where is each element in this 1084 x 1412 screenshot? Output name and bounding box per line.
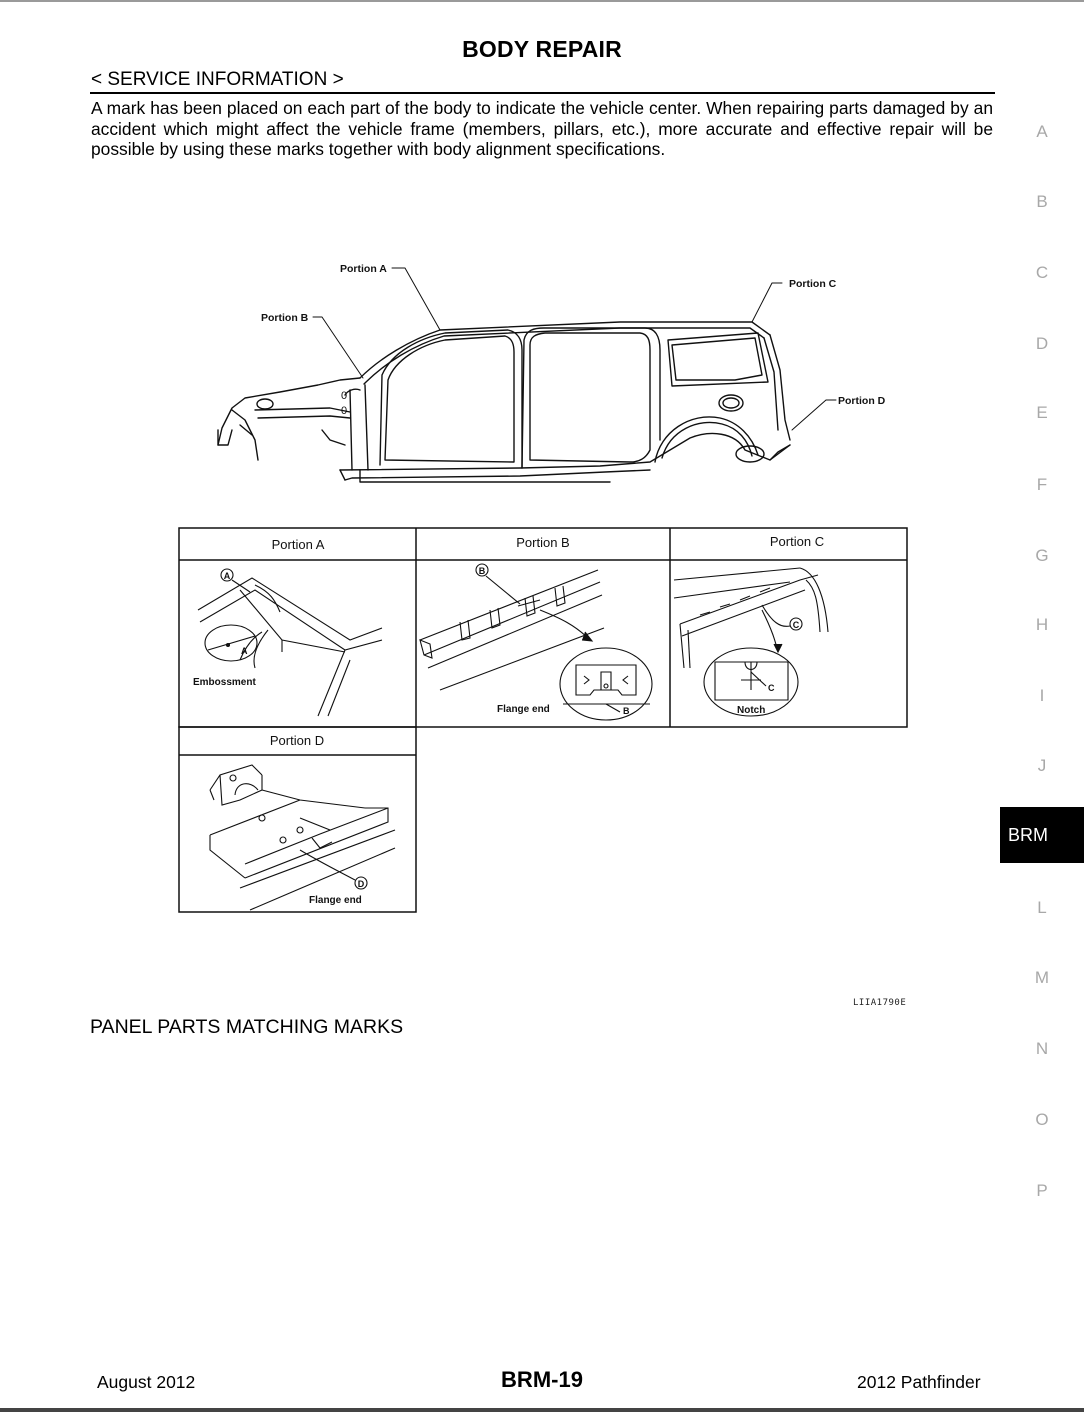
svg-text:0: 0 xyxy=(341,405,348,417)
svg-text:0: 0 xyxy=(341,390,348,402)
callout-c-small: C xyxy=(768,683,775,693)
table-header-portion-c: Portion C xyxy=(769,534,825,549)
label-portion-d: Portion D xyxy=(838,395,886,407)
portion-c-detail xyxy=(674,568,828,716)
table-header-portion-b: Portion B xyxy=(516,535,570,550)
label-flange-end-d: Flange end xyxy=(309,895,362,906)
detail-table xyxy=(179,528,907,912)
index-tab-n[interactable]: N xyxy=(1035,1039,1049,1058)
index-tab-m[interactable]: M xyxy=(1034,968,1050,987)
index-tab-o[interactable]: O xyxy=(1035,1110,1049,1129)
index-tab-brm-active[interactable]: BRM xyxy=(1000,807,1084,863)
index-tab-e[interactable]: E xyxy=(1036,403,1048,422)
footer-page-number: BRM-19 xyxy=(501,1367,583,1392)
label-portion-a: Portion A xyxy=(340,263,387,275)
label-portion-c: Portion C xyxy=(789,278,837,290)
callout-c: C xyxy=(792,620,800,630)
portion-b-detail xyxy=(420,564,652,720)
index-tab-h[interactable]: H xyxy=(1035,615,1049,634)
callout-d: D xyxy=(357,879,365,889)
portion-d-detail xyxy=(210,765,395,910)
label-flange-end-b: Flange end xyxy=(497,704,550,715)
table-header-portion-d: Portion D xyxy=(269,733,325,748)
table-header-portion-a: Portion A xyxy=(271,537,325,552)
callout-a: A xyxy=(223,571,231,581)
index-tab-d[interactable]: D xyxy=(1035,334,1049,353)
callout-b-small: B xyxy=(623,706,630,716)
index-tab-f[interactable]: F xyxy=(1036,475,1048,494)
vehicle-body-outline xyxy=(218,322,790,482)
index-tab-c[interactable]: C xyxy=(1035,263,1049,282)
index-tab-b[interactable]: B xyxy=(1036,192,1048,211)
label-embossment: Embossment xyxy=(193,677,256,688)
intro-paragraph: A mark has been placed on each part of the body to indicate the vehicle center. When repairing parts damaged by an accident which might affect the vehicle frame (members, pillars, etc.), more accurate and effective repair will be possible by using these marks together with body alignment specifications. xyxy=(91,98,993,159)
figure-code: LIIA1790E xyxy=(853,998,907,1008)
index-tab-g[interactable]: G xyxy=(1035,546,1049,565)
subsection-title: PANEL PARTS MATCHING MARKS xyxy=(90,1016,404,1038)
label-notch: Notch xyxy=(737,705,766,716)
callout-a-small: A xyxy=(241,646,248,656)
callout-b: B xyxy=(478,566,486,576)
index-tab-p[interactable]: P xyxy=(1036,1181,1048,1200)
portion-a-detail xyxy=(198,569,382,716)
index-tab-a[interactable]: A xyxy=(1036,122,1048,141)
footer-date: August 2012 xyxy=(97,1372,196,1392)
footer-model: 2012 Pathfinder xyxy=(857,1372,981,1392)
index-tab-j[interactable]: J xyxy=(1037,756,1047,775)
index-tab-l[interactable]: L xyxy=(1037,898,1047,917)
index-tabs xyxy=(1000,0,1084,1412)
bottom-rule xyxy=(0,1408,1084,1412)
label-portion-b: Portion B xyxy=(261,312,309,324)
index-tab-i[interactable]: I xyxy=(1039,686,1045,705)
section-header: < SERVICE INFORMATION > xyxy=(91,69,344,90)
page-title: BODY REPAIR xyxy=(462,36,622,62)
